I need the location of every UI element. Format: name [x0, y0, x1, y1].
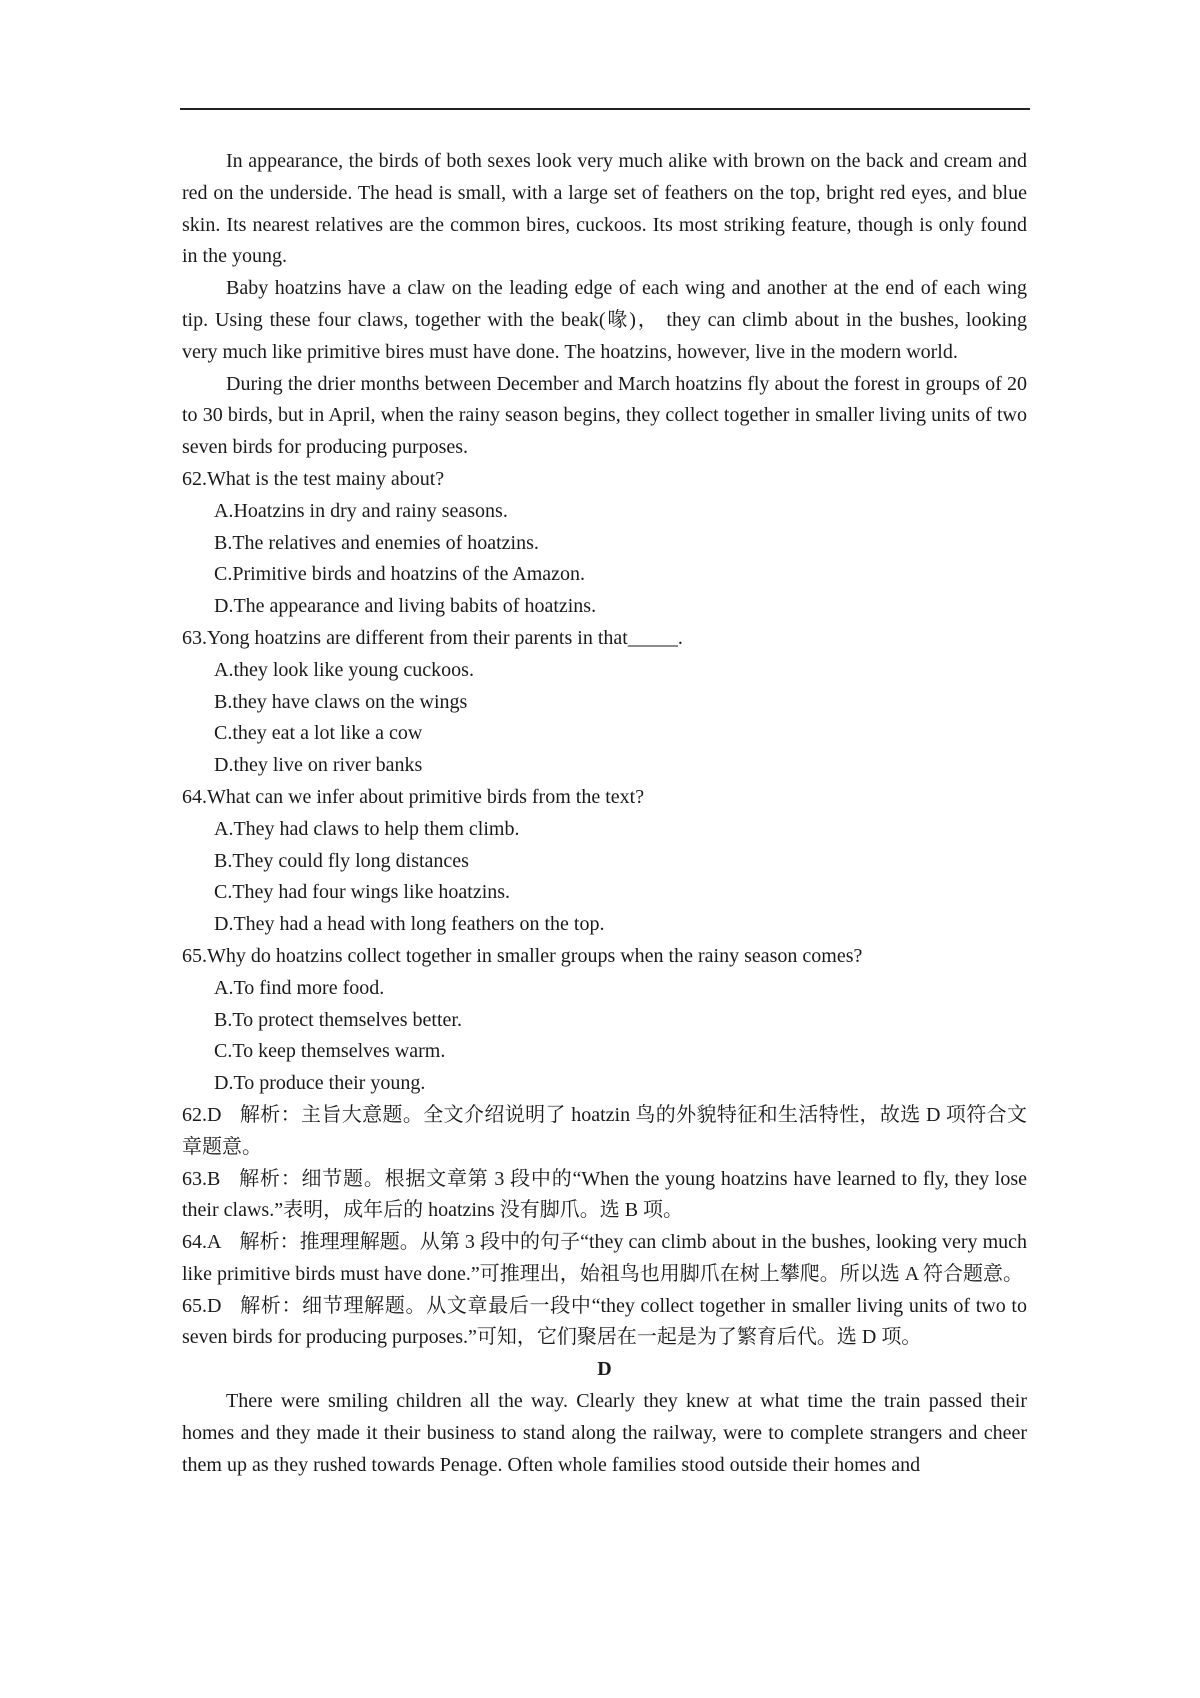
- answer-explanation: 解析：细节理解题。从文章最后一段中“they collect together in smaller living units of two to seven birds for producing purposes.”可知，它们聚居在一起是为了繁育后代。选 D 项。: [182, 1294, 1027, 1349]
- document-body: [182, 146, 1027, 1481]
- passage-paragraph-1: In appearance, the birds of both sexes look very much alike with brown on the back and cream and red on the underside. The head is small, with a large set of feathers on the top, bright red eyes, and blue skin. Its nearest relatives are the common bires, cuckoos. Its most striking feature, though is only found in the young.: [182, 150, 1027, 268]
- question-64: [182, 782, 1027, 941]
- header-rule: [180, 108, 1030, 110]
- option-c: C.Primitive birds and hoatzins of the Amazon.: [214, 563, 586, 586]
- option-d: D.To produce their young.: [214, 1072, 426, 1095]
- answer-number: 62.D: [182, 1103, 222, 1126]
- answer-explanation: 解析：主旨大意题。全文介绍说明了 hoatzin 鸟的外貌特征和生活特性，故选 D 项符合文章题意。: [182, 1103, 1027, 1158]
- question-stem: 63.Yong hoatzins are different from their parents in that_____.: [182, 626, 683, 649]
- option-a: A.Hoatzins in dry and rainy seasons.: [214, 499, 508, 522]
- option-a: A.they look like young cuckoos.: [214, 658, 474, 681]
- answer-64: [182, 1227, 1027, 1291]
- question-stem: 65.Why do hoatzins collect together in smaller groups when the rainy season comes?: [182, 944, 863, 967]
- option-b: B.they have claws on the wings: [214, 690, 468, 713]
- question-62: [182, 464, 1027, 623]
- question-63: [182, 623, 1027, 782]
- question-65: [182, 941, 1027, 1100]
- option-c: C.They had four wings like hoatzins.: [214, 881, 511, 904]
- section-heading: D: [597, 1358, 612, 1381]
- option-c: C.To keep themselves warm.: [214, 1040, 446, 1063]
- option-b: B.To protect themselves better.: [214, 1008, 462, 1031]
- option-a: A.To find more food.: [214, 976, 385, 999]
- option-d: D.they live on river banks: [214, 754, 423, 777]
- option-c: C.they eat a lot like a cow: [214, 722, 423, 745]
- answer-62: [182, 1100, 1027, 1164]
- option-d: D.The appearance and living babits of hoatzins.: [214, 595, 597, 618]
- option-a: A.They had claws to help them climb.: [214, 817, 520, 840]
- question-stem: 62.What is the test mainy about?: [182, 467, 445, 490]
- passage-paragraph-2: Baby hoatzins have a claw on the leading edge of each wing and another at the end of each wing tip. Using these four claws, together with the beak(喙)， they can climb about in the bushes, looking very much like primitive bires must have done. The hoatzins, however, live in the modern world.: [182, 277, 1027, 363]
- option-b: B.They could fly long distances: [214, 849, 469, 872]
- answer-number: 65.D: [182, 1294, 222, 1317]
- answer-number: 63.B: [182, 1167, 221, 1190]
- option-b: B.The relatives and enemies of hoatzins.: [214, 531, 539, 554]
- passage-paragraph-3: During the drier months between December and March hoatzins fly about the forest in groups of 20 to 30 birds, but in April, when the rainy season begins, they collect together in smaller living units of two seven birds for producing purposes.: [182, 372, 1027, 459]
- answer-number: 64.A: [182, 1231, 222, 1254]
- answer-explanation: 解析：细节题。根据文章第 3 段中的“When the young hoatzins have learned to fly, they lose their claws.”表明，成年后的 hoatzins 没有脚爪。选 B 项。: [182, 1167, 1027, 1222]
- question-stem: 64.What can we infer about primitive birds from the text?: [182, 785, 645, 808]
- answer-explanation: 解析：推理理解题。从第 3 段中的句子“they can climb about in the bushes, looking very much like primitive birds must have done.”可推理出，始祖鸟也用脚爪在树上攀爬。所以选 A 符合题意。: [182, 1231, 1027, 1285]
- next-passage-paragraph: There were smiling children all the way. Clearly they knew at what time the train passed their homes and they made it their business to stand along the railway, were to complete strangers and cheer them up as they rushed towards Penage. Often whole families stood outside their homes and: [182, 1390, 1027, 1476]
- answer-65: [182, 1291, 1027, 1355]
- option-d: D.They had a head with long feathers on the top.: [214, 913, 605, 936]
- answer-63: [182, 1164, 1027, 1228]
